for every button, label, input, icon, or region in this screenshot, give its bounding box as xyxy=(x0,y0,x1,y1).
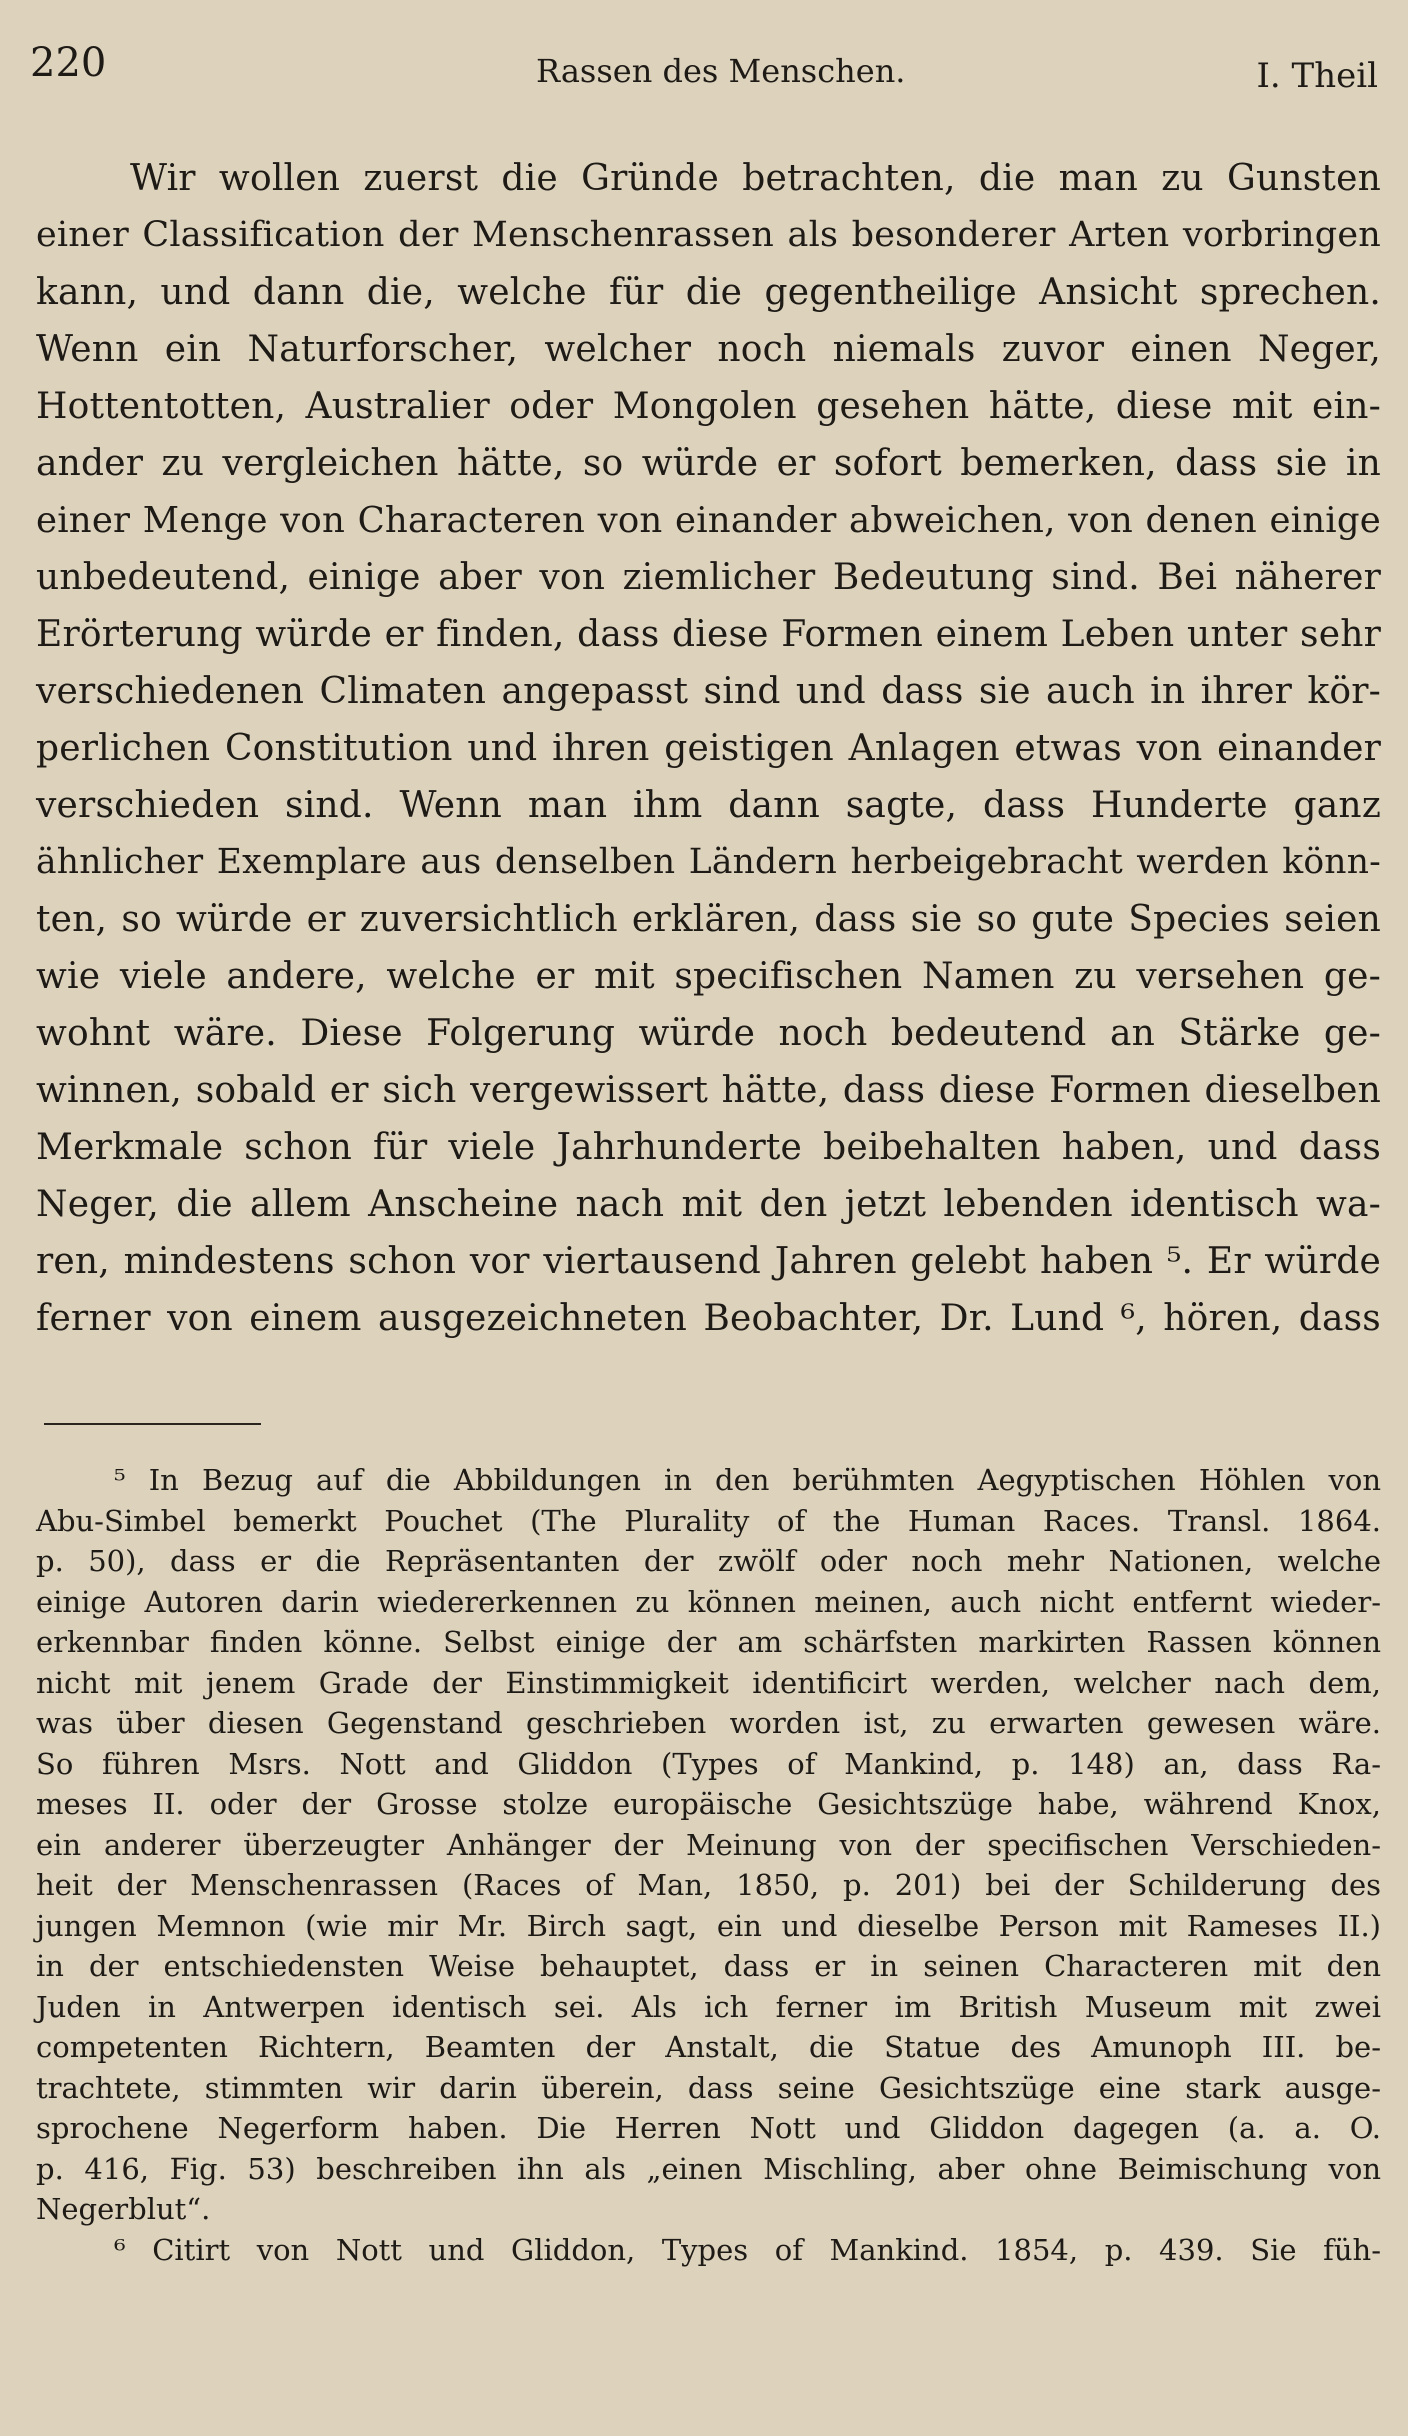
footnote-line: in der entschiedensten Weise behauptet, dass er in seinen Characteren mit den xyxy=(36,1949,1381,1983)
footnote-line: ein anderer überzeugter Anhänger der Meinung von der specifischen Verschieden- xyxy=(36,1827,1381,1862)
footnote-line: p. 50), dass er die Repräsentanten der zwölf oder noch mehr Nationen, welche xyxy=(36,1544,1381,1578)
text-line: ten, so würde er zuversichtlich erklären, dass sie so gute Species seien xyxy=(36,899,1381,940)
text-line: ren, mindestens schon vor viertausend Jahren gelebt haben ⁵. Er würde xyxy=(36,1241,1381,1282)
footnote-line: ⁶ Citirt von Nott und Gliddon, Types of Mankind. 1854, p. 439. Sie füh- xyxy=(114,2232,1381,2267)
text-line: Hottentotten, Australier oder Mongolen gesehen hätte, diese mit ein- xyxy=(36,386,1381,427)
footnote-line: jungen Memnon (wie mir Mr. Birch sagt, ein und dieselbe Person mit Rameses II.) xyxy=(36,1908,1381,1943)
text-line: perlichen Constitution und ihren geistigen Anlagen etwas von einander xyxy=(36,728,1381,769)
text-line: einer Classification der Menschenrassen als besonderer Arten vorbringen xyxy=(36,215,1381,255)
text-line: ferner von einem ausgezeichneten Beobachter, Dr. Lund ⁶, hören, dass xyxy=(36,1298,1381,1339)
footnote-line: p. 416, Fig. 53) beschreiben ihn als „einen Mischling, aber ohne Beimischung von xyxy=(36,2151,1381,2186)
text-line: kann, und dann die, welche für die gegentheilige Ansicht sprechen. xyxy=(36,272,1381,313)
footnote-line: Negerblut“. xyxy=(36,2192,211,2226)
section-label: I. Theil xyxy=(1256,56,1378,96)
footnote-line: So führen Msrs. Nott and Gliddon (Types of Mankind, p. 148) an, dass Ra- xyxy=(36,1746,1381,1781)
text-line: Wenn ein Naturforscher, welcher noch niemals zuvor einen Neger, xyxy=(36,329,1381,370)
text-line: Erörterung würde er finden, dass diese Formen einem Leben unter sehr xyxy=(36,614,1381,655)
footnote-line: ⁵ In Bezug auf die Abbildungen in den berühmten Aegyptischen Höhlen von xyxy=(114,1463,1381,1497)
footnote-line: meses II. oder der Grosse stolze europäische Gesichtszüge habe, während Knox, xyxy=(36,1787,1381,1821)
footnote-divider xyxy=(44,1423,261,1425)
footnote-line: trachtete, stimmten wir darin überein, dass seine Gesichtszüge eine stark ausge- xyxy=(36,2070,1381,2105)
text-line: ander zu vergleichen hätte, so würde er sofort bemerken, dass sie in xyxy=(36,443,1381,484)
text-line: wie viele andere, welche er mit specifischen Namen zu versehen ge- xyxy=(36,956,1381,997)
text-line: einer Menge von Characteren von einander abweichen, von denen einige xyxy=(36,500,1381,541)
text-line: ähnlicher Exemplare aus denselben Ländern herbeigebracht werden könn- xyxy=(36,842,1381,882)
main-text xyxy=(36,150,1381,1347)
footnote-line: heit der Menschenrassen (Races of Man, 1850, p. 201) bei der Schilderung des xyxy=(36,1868,1381,1902)
text-line: verschieden sind. Wenn man ihm dann sagte, dass Hunderte ganz xyxy=(36,785,1381,826)
footnote-line: was über diesen Gegenstand geschrieben worden ist, zu erwarten gewesen wäre. xyxy=(36,1706,1381,1740)
running-title: Rassen des Menschen. xyxy=(536,52,906,90)
text-line: verschiedenen Climaten angepasst sind und dass sie auch in ihrer kör- xyxy=(36,671,1381,712)
footnote-line: nicht mit jenem Grade der Einstimmigkeit identificirt werden, welcher nach dem, xyxy=(36,1665,1381,1700)
text-line: Wir wollen zuerst die Gründe betrachten, die man zu Gunsten xyxy=(130,158,1381,199)
footnote-line: competenten Richtern, Beamten der Anstalt, die Statue des Amunoph III. be- xyxy=(36,2030,1381,2064)
running-header xyxy=(0,0,1408,110)
footnote-line: erkennbar finden könne. Selbst einige der am schärfsten markirten Rassen können xyxy=(36,1625,1381,1659)
page-number: 220 xyxy=(30,40,107,86)
footnotes xyxy=(36,1460,1381,2270)
text-line: Neger, die allem Anscheine nach mit den jetzt lebenden identisch wa- xyxy=(36,1184,1381,1225)
text-line: winnen, sobald er sich vergewissert hätte, dass diese Formen dieselben xyxy=(36,1070,1381,1111)
text-line: unbedeutend, einige aber von ziemlicher Bedeutung sind. Bei näherer xyxy=(36,557,1381,598)
text-line: wohnt wäre. Diese Folgerung würde noch bedeutend an Stärke ge- xyxy=(36,1013,1381,1054)
footnote-line: sprochene Negerform haben. Die Herren Nott und Gliddon dagegen (a. a. O. xyxy=(36,2111,1381,2145)
footnote-line: Abu-Simbel bemerkt Pouchet (The Plurality of the Human Races. Transl. 1864. xyxy=(36,1503,1381,1538)
text-line: Merkmale schon für viele Jahrhunderte beibehalten haben, und dass xyxy=(36,1127,1381,1168)
footnote-line: Juden in Antwerpen identisch sei. Als ich ferner im British Museum mit zwei xyxy=(36,1989,1381,2024)
footnote-line: einige Autoren darin wiedererkennen zu können meinen, auch nicht entfernt wieder- xyxy=(36,1584,1381,1619)
